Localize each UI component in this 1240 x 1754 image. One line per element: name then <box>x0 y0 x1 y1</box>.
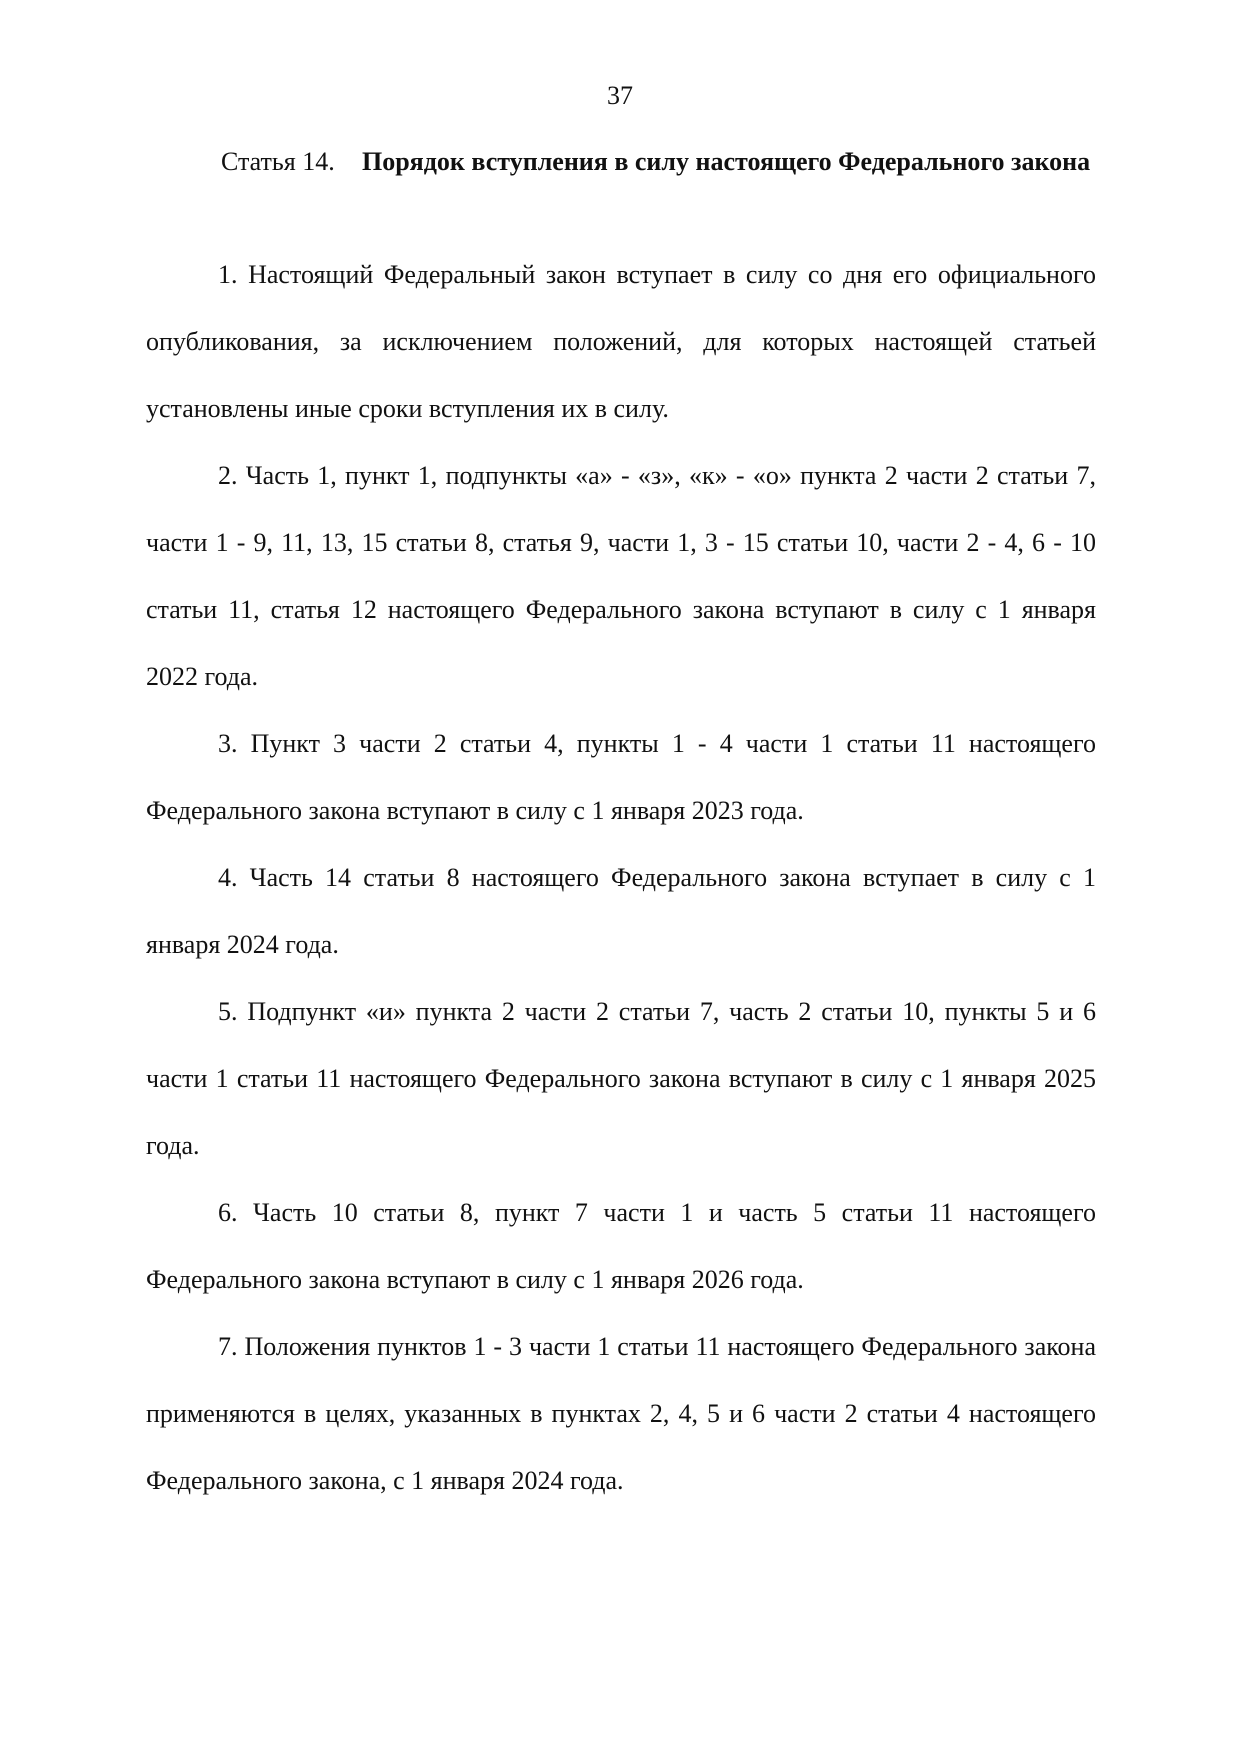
paragraph-6: 6. Часть 10 статьи 8, пункт 7 части 1 и часть 5 статьи 11 настоящего Федерального закона вступают в силу с 1 января 2026 года. <box>146 1198 1096 1294</box>
article-body <box>146 241 1096 1514</box>
paragraph-2: 2. Часть 1, пункт 1, подпункты «а» - «з», «к» - «о» пункта 2 части 2 статьи 7, части 1 - 9, 11, 13, 15 статьи 8, статья 9, части 1, 3 - 15 статьи 10, части 2 - 4, 6 - 10 статьи 11, статья 12 настоящего Федерального закона вступают в силу с 1 января 2022 года. <box>146 461 1096 691</box>
article-label: Статья 14. <box>221 147 335 176</box>
article-heading <box>221 144 1101 180</box>
paragraph-4: 4. Часть 14 статьи 8 настоящего Федерального закона вступает в силу с 1 января 2024 года. <box>146 863 1096 959</box>
paragraph-3: 3. Пункт 3 части 2 статьи 4, пункты 1 - 4 части 1 статьи 11 настоящего Федерального закона вступают в силу с 1 января 2023 года. <box>146 729 1096 825</box>
page-number: 37 <box>607 81 633 110</box>
article-title: Порядок вступления в силу настоящего Федерального закона <box>362 147 1091 176</box>
paragraph-7: 7. Положения пунктов 1 - 3 части 1 статьи 11 настоящего Федерального закона применяются в целях, указанных в пунктах 2, 4, 5 и 6 части 2 статьи 4 настоящего Федерального закона, с 1 января 2024 года. <box>146 1332 1096 1495</box>
paragraph-5: 5. Подпункт «и» пункта 2 части 2 статьи 7, часть 2 статьи 10, пункты 5 и 6 части 1 статьи 11 настоящего Федерального закона вступают в силу с 1 января 2025 года. <box>146 997 1096 1160</box>
paragraph-1: 1. Настоящий Федеральный закон вступает в силу со дня его официального опубликования, за исключением положений, для которых настоящей статьей установлены иные сроки вступления их в силу. <box>146 260 1096 423</box>
